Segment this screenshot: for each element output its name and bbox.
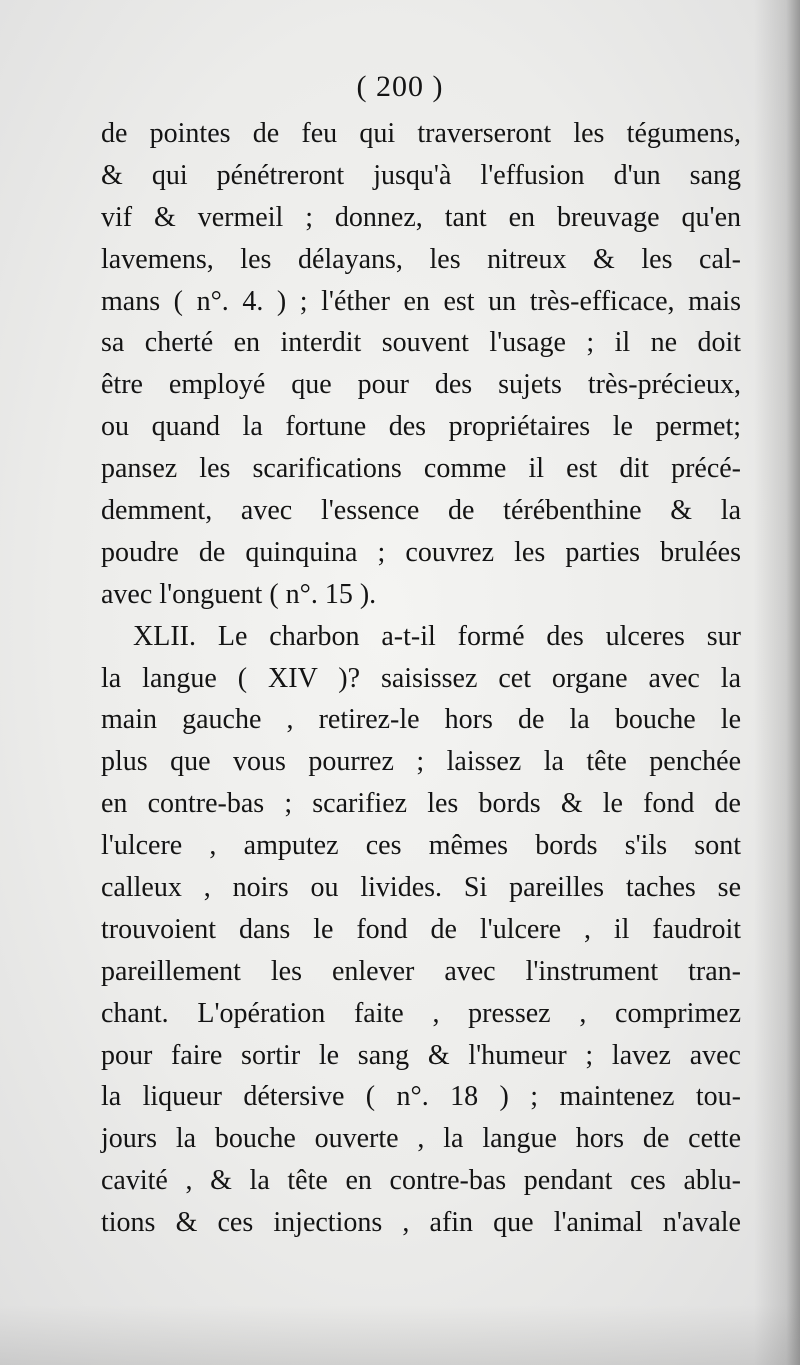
text-line: de pointes de feu qui traverseront les tégumens, [101,118,741,149]
page-number: ( 200 ) [356,70,444,103]
text-line: calleux , noirs ou livides. Si pareilles taches se [101,872,741,904]
page-bottom-shadow [0,1305,800,1365]
text-line: jours la bouche ouverte , la langue hors de cette [101,1123,741,1155]
text-line: & qui pénétreront jusqu'à l'effusion d'un sang [101,159,741,191]
body-text [101,113,741,1244]
text-line: mans ( n°. 4. ) ; l'éther en est un très-efficace, mais [101,285,741,317]
text-line: vif & vermeil ; donnez, tant en breuvage qu'en [101,201,741,233]
page-edge-shadow [754,0,800,1365]
text-line: ou quand la fortune des propriétaires le permet; [101,411,741,443]
section-heading-line: XLII. Le charbon a-t-il formé des ulceres sur [133,620,741,652]
text-line: demment, avec l'essence de térébenthine & la [101,495,741,527]
text-line: tions & ces injections , afin que l'animal n'avale [101,1207,741,1239]
text-line: pour faire sortir le sang & l'humeur ; lavez avec [101,1039,741,1071]
text-line: la liqueur détersive ( n°. 18 ) ; maintenez tou- [101,1081,741,1113]
text-line: pareillement les enlever avec l'instrument tran- [101,955,741,987]
text-line: en contre-bas ; scarifiez les bords & le fond de [101,788,741,820]
text-line: pansez les scarifications comme il est dit précé- [101,453,741,485]
text-line: poudre de quinquina ; couvrez les parties brulées [101,536,741,568]
text-line: main gauche , retirez-le hors de la bouche le [101,704,741,736]
text-line: sa cherté en interdit souvent l'usage ; il ne doit [101,327,741,359]
text-line: avec l'onguent ( n°. 15 ). [101,578,377,610]
text-line: lavemens, les délayans, les nitreux & les cal- [101,243,741,275]
text-line: être employé que pour des sujets très-précieux, [101,369,741,401]
text-line: chant. L'opération faite , pressez , comprimez [101,997,741,1029]
text-line: trouvoient dans le fond de l'ulcere , il faudroit [101,913,741,945]
text-line: cavité , & la tête en contre-bas pendant ces ablu- [101,1165,741,1197]
text-line: l'ulcere , amputez ces mêmes bords s'ils sont [101,830,741,862]
text-line: plus que vous pourrez ; laissez la tête penchée [101,746,741,778]
text-line: la langue ( XIV )? saisissez cet organe avec la [101,662,741,694]
